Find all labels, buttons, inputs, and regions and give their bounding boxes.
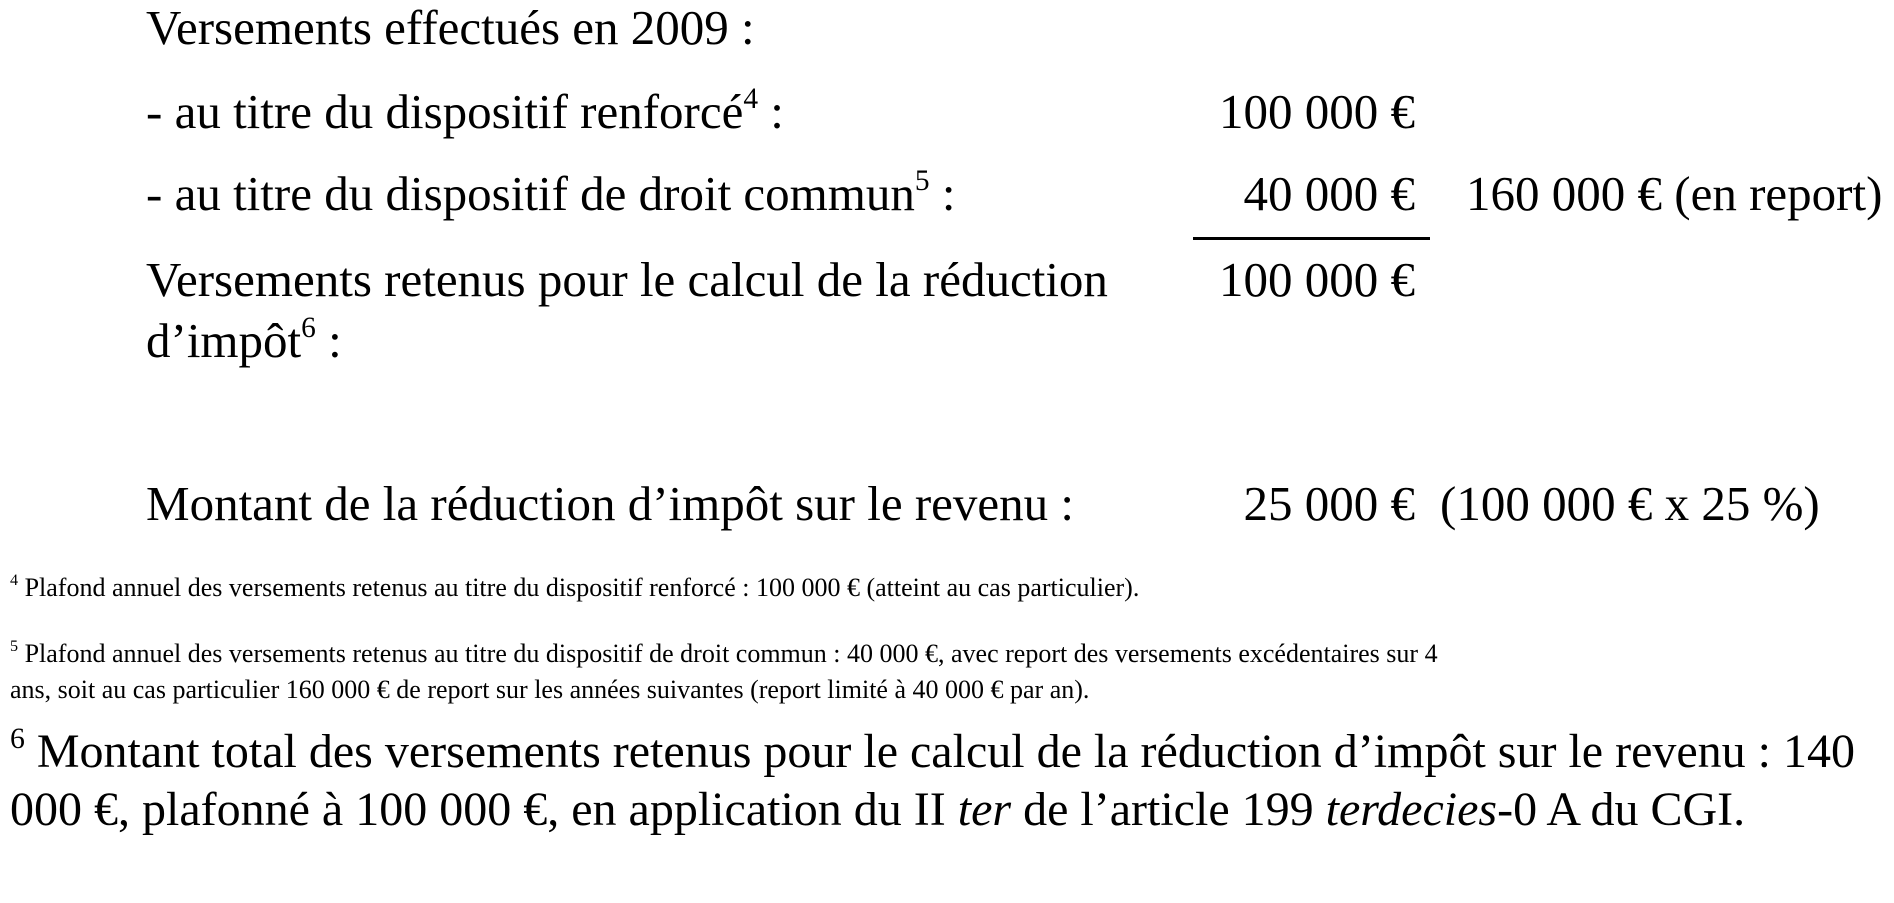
row-droit-commun-report: 160 000 € (en report) xyxy=(1466,166,1883,221)
row-reduction-detail: (100 000 € x 25 %) xyxy=(1440,476,1820,531)
row-reduction-label: Montant de la réduction d’impôt sur le revenu : xyxy=(146,476,1075,531)
section-heading xyxy=(146,0,755,58)
footnote-text: Plafond annuel des versements retenus au titre du dispositif renforcé : 100 000 € (atteint au cas particulier). xyxy=(18,573,1140,602)
row-droit-commun-amount: 40 000 € xyxy=(1243,166,1415,221)
row-label-suffix: : xyxy=(315,313,342,368)
sum-divider xyxy=(1193,237,1430,240)
footnote-5-line2: ans, soit au cas particulier 160 000 € de report sur les années suivantes (report limité à 40 000 € par an). xyxy=(10,675,1090,704)
row-droit-commun-label xyxy=(146,164,955,224)
footnote-text-part1: Montant total des versements retenus pour le calcul de la réduction d’impôt sur le revenu : 140 000 €, plafonné à 100 000 €, en application du II xyxy=(10,725,1856,836)
footnote-text: Plafond annuel des versements retenus au titre du dispositif de droit commun : 40 000 €, avec report des versements excédentaires sur 4 xyxy=(18,639,1438,668)
row-retenus-label-line1: Versements retenus pour le calcul de la réduction xyxy=(146,252,1108,307)
footnote-ref-4: 4 xyxy=(743,83,759,116)
row-label-suffix: : xyxy=(758,84,784,139)
row-label-text: d’impôt xyxy=(146,313,302,368)
heading-text: Versements effectués en 2009 : xyxy=(146,0,755,55)
row-renforce-amount: 100 000 € xyxy=(1219,84,1415,139)
footnote-number: 6 xyxy=(10,721,25,755)
footnote-number: 4 xyxy=(10,572,19,590)
row-reduction-amount: 25 000 € xyxy=(1243,476,1415,531)
row-renforce-label xyxy=(146,82,784,142)
footnote-text-part3: -0 A du CGI. xyxy=(1497,783,1746,836)
footnote-6 xyxy=(10,723,1880,839)
footnote-number: 5 xyxy=(10,638,19,656)
footnote-5-line1 xyxy=(10,636,1438,671)
row-label-suffix: : xyxy=(929,166,956,221)
footnote-term-ter: ter xyxy=(957,783,1012,836)
row-retenus-label-line2 xyxy=(146,311,342,371)
footnote-text-part2: de l’article 199 xyxy=(1011,783,1326,836)
footnote-term-terdecies: terdecies xyxy=(1325,783,1498,836)
row-label-text: - au titre du dispositif de droit commun xyxy=(146,166,915,221)
footnote-4 xyxy=(10,570,1139,605)
footnote-ref-5: 5 xyxy=(914,165,930,198)
row-retenus-amount: 100 000 € xyxy=(1219,252,1415,307)
footnote-ref-6: 6 xyxy=(301,312,316,345)
row-label-text: - au titre du dispositif renforcé xyxy=(146,84,744,139)
